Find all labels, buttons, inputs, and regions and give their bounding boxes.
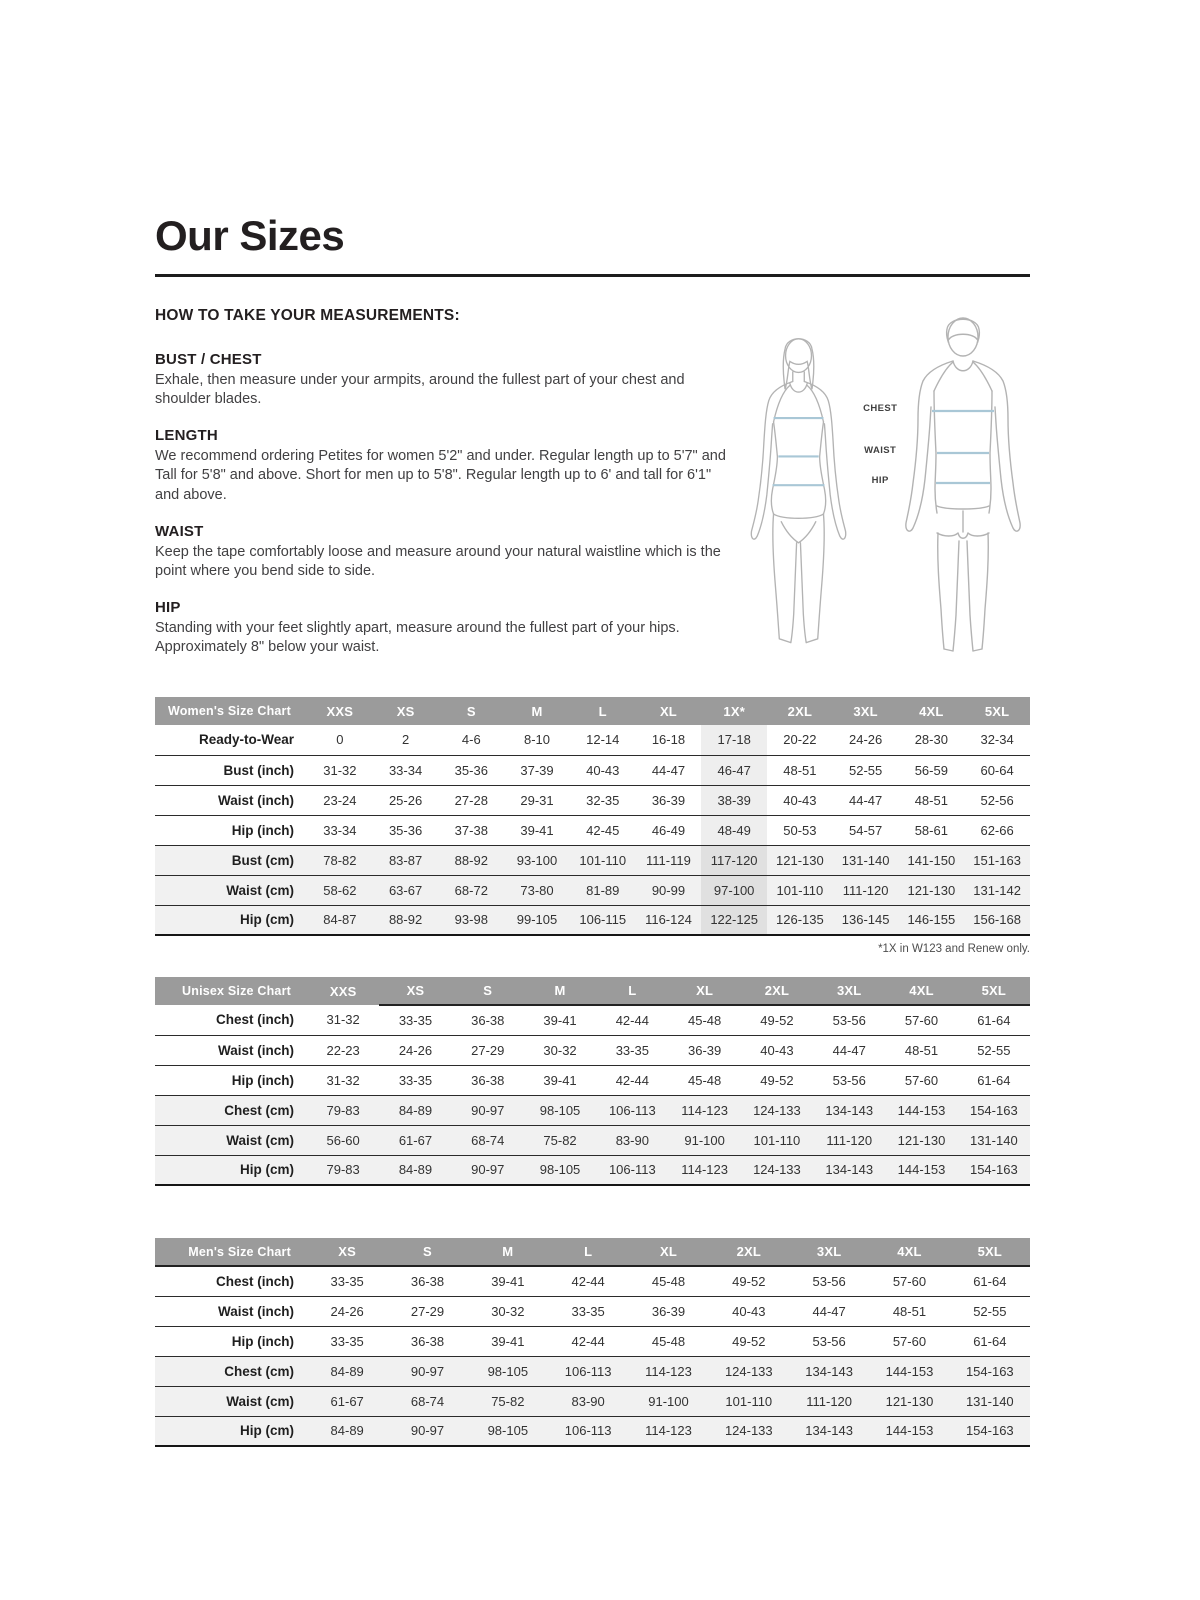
size-cell: 44-47: [848, 792, 883, 808]
intro-section: [155, 307, 1030, 675]
size-cell: 42-44: [615, 1012, 649, 1028]
column-header-m: M: [504, 697, 570, 725]
size-cell: 46-49: [651, 822, 686, 838]
size-cell: 84-89: [398, 1102, 433, 1118]
section-title: LENGTH: [155, 427, 218, 445]
column-header-xl: XL: [636, 697, 702, 725]
size-cell: 57-60: [904, 1012, 939, 1028]
section-length: [155, 427, 733, 504]
row-label: Ready-to-Wear: [198, 732, 294, 748]
size-cell: 106-113: [564, 1363, 612, 1379]
size-cell: 23-24: [323, 792, 357, 808]
size-cell: 45-48: [651, 1333, 686, 1349]
size-cell: 79-83: [326, 1162, 360, 1178]
size-cell: 98-105: [487, 1363, 529, 1379]
row-label: Hip (inch): [231, 1072, 294, 1088]
size-cell: 111-120: [826, 1132, 873, 1148]
column-header-xs: XS: [307, 1238, 387, 1266]
table-row: [155, 1356, 1030, 1386]
measurement-figures: [733, 309, 1030, 661]
womens-size-chart: [155, 697, 1030, 936]
section-body: Standing with your feet slightly apart, measure around the fullest part of your hips. Approximately 8" below your waist.: [155, 619, 680, 655]
female-figure: [739, 323, 859, 658]
table-row: [155, 905, 1030, 935]
size-cell: 75-82: [491, 1393, 525, 1409]
size-cell: 56-60: [326, 1132, 360, 1148]
male-figure: [896, 311, 1030, 657]
size-cell: 134-143: [825, 1102, 874, 1118]
measurement-instructions: [155, 307, 733, 675]
size-cell: 53-56: [832, 1072, 866, 1088]
size-cell: 36-39: [651, 1303, 686, 1319]
section-title: BUST / CHEST: [155, 351, 262, 368]
size-cell: 106-113: [608, 1162, 656, 1178]
size-cell: 62-66: [980, 822, 1014, 838]
column-header-4xl: 4XL: [885, 977, 957, 1005]
size-cell: 32-34: [980, 732, 1014, 748]
size-cell: 40-43: [586, 762, 620, 778]
size-cell: 93-100: [516, 852, 558, 868]
row-label: Waist (inch): [218, 1042, 294, 1058]
section-body: Exhale, then measure under your armpits, around the fullest part of your chest and shoulder blades.: [155, 372, 685, 408]
table-title: Women's Size Chart: [155, 697, 307, 725]
size-cell: 88-92: [454, 852, 488, 868]
section-hip: [155, 599, 733, 657]
table-row: [155, 815, 1030, 845]
size-cell: 75-82: [543, 1132, 577, 1148]
size-cell: 61-67: [330, 1393, 364, 1409]
hip-label: HIP: [871, 475, 889, 486]
size-cell: 27-28: [454, 792, 488, 808]
size-cell: 93-98: [454, 912, 488, 928]
size-cell: 111-119: [646, 852, 691, 868]
size-cell: 33-35: [615, 1042, 649, 1058]
size-cell: 134-143: [825, 1162, 874, 1178]
size-cell: 53-56: [812, 1333, 846, 1349]
column-header-5xl: 5XL: [950, 1238, 1030, 1266]
size-cell: 46-47: [701, 755, 767, 785]
row-label: Hip (cm): [240, 1162, 294, 1178]
size-cell: 33-35: [571, 1303, 605, 1319]
size-cell: 39-41: [520, 822, 554, 838]
size-cell: 154-163: [965, 1423, 1014, 1439]
size-cell: 36-38: [471, 1072, 505, 1088]
size-cell: 37-39: [520, 762, 554, 778]
column-header-5xl: 5XL: [958, 977, 1030, 1005]
size-cell: 98-105: [539, 1102, 581, 1118]
size-cell: 81-89: [586, 882, 620, 898]
table-row: [155, 845, 1030, 875]
size-cell: 2: [401, 732, 410, 748]
section-bust-chest: [155, 351, 733, 409]
size-cell: 141-150: [907, 852, 956, 868]
size-cell: 99-105: [516, 912, 558, 928]
table-title: Men's Size Chart: [155, 1238, 307, 1266]
column-header-2xl: 2XL: [767, 697, 833, 725]
size-cell: 0: [336, 732, 344, 748]
size-cell: 98-105: [539, 1162, 581, 1178]
size-cell: 39-41: [491, 1273, 525, 1289]
size-cell: 29-31: [520, 792, 554, 808]
column-header-s: S: [438, 697, 504, 725]
table-row: [155, 1065, 1030, 1095]
size-cell: 57-60: [892, 1273, 927, 1289]
column-header-3xl: 3XL: [813, 977, 885, 1005]
size-cell: 40-43: [783, 792, 817, 808]
size-cell: 154-163: [969, 1102, 1018, 1118]
size-cell: 45-48: [651, 1273, 686, 1289]
column-header-m: M: [468, 1238, 548, 1266]
page-title: Our Sizes: [155, 212, 1030, 277]
size-cell: 68-72: [454, 882, 488, 898]
size-cell: 101-110: [776, 882, 824, 898]
column-header-3xl: 3XL: [833, 697, 899, 725]
column-header-2xl: 2XL: [741, 977, 813, 1005]
table-row: [155, 1326, 1030, 1356]
size-cell: 25-26: [388, 792, 423, 808]
size-cell: 36-38: [410, 1333, 445, 1349]
size-cell: 42-44: [571, 1273, 605, 1289]
size-cell: 114-123: [645, 1363, 692, 1379]
row-label: Chest (cm): [224, 1363, 294, 1379]
size-cell: 52-56: [980, 792, 1014, 808]
size-cell: 27-29: [471, 1042, 505, 1058]
size-cell: 61-64: [973, 1333, 1007, 1349]
size-cell: 134-143: [805, 1423, 853, 1439]
column-header-5xl: 5XL: [964, 697, 1030, 725]
column-header-l: L: [570, 697, 636, 725]
size-cell: 68-74: [471, 1132, 505, 1148]
size-cell: 33-34: [323, 822, 357, 838]
column-header-xs: XS: [373, 697, 439, 725]
size-cell: 56-59: [914, 762, 948, 778]
size-cell: 101-110: [579, 852, 627, 868]
size-cell: 57-60: [904, 1072, 939, 1088]
size-cell: 49-52: [760, 1072, 794, 1088]
size-cell: 33-35: [398, 1072, 433, 1088]
size-cell: 38-39: [701, 785, 767, 815]
size-cell: 63-67: [388, 882, 423, 898]
size-cell: 114-123: [645, 1423, 692, 1439]
size-cell: 31-32: [323, 762, 357, 778]
column-header-m: M: [524, 977, 596, 1005]
size-cell: 30-32: [543, 1042, 577, 1058]
size-cell: 8-10: [524, 732, 551, 748]
table-row: [155, 785, 1030, 815]
size-cell: 98-105: [487, 1423, 529, 1439]
column-header-s: S: [452, 977, 524, 1005]
table-row: [155, 1155, 1030, 1185]
waist-label: WAIST: [864, 445, 897, 456]
size-cell: 90-97: [471, 1102, 505, 1118]
row-label: Waist (inch): [218, 1303, 294, 1319]
size-cell: 90-97: [410, 1363, 445, 1379]
column-header-4xl: 4XL: [869, 1238, 949, 1266]
row-label: Chest (inch): [215, 1012, 294, 1028]
size-cell: 122-125: [701, 905, 767, 935]
size-cell: 124-133: [753, 1162, 801, 1178]
size-cell: 33-35: [330, 1333, 364, 1349]
column-header-xs: XS: [379, 977, 451, 1005]
size-cell: 91-100: [684, 1132, 725, 1148]
size-cell: 49-52: [732, 1273, 766, 1289]
size-cell: 57-60: [892, 1333, 927, 1349]
size-cell: 44-47: [651, 762, 686, 778]
column-header-l: L: [596, 977, 668, 1005]
size-cell: 22-23: [326, 1042, 360, 1058]
size-cell: 48-49: [701, 815, 767, 845]
column-header-s: S: [387, 1238, 467, 1266]
size-cell: 53-56: [812, 1273, 846, 1289]
table-row: [155, 1386, 1030, 1416]
row-label: Hip (inch): [231, 822, 294, 838]
section-title: WAIST: [155, 522, 204, 540]
size-cell: 52-55: [848, 762, 883, 778]
size-cell: 20-22: [783, 732, 817, 748]
size-cell: 144-153: [897, 1162, 946, 1178]
size-cell: 151-163: [973, 852, 1021, 868]
size-cell: 39-41: [491, 1333, 525, 1349]
table-row: [155, 875, 1030, 905]
size-cell: 42-44: [615, 1072, 649, 1088]
size-cell: 4-6: [461, 732, 481, 748]
size-cell: 54-57: [848, 822, 883, 838]
size-cell: 32-35: [586, 792, 620, 808]
size-cell: 50-53: [783, 822, 817, 838]
size-cell: 61-64: [973, 1273, 1007, 1289]
size-cell: 117-120: [701, 845, 767, 875]
chest-label: CHEST: [863, 403, 898, 414]
size-cell: 27-29: [410, 1303, 445, 1319]
size-cell: 36-39: [688, 1042, 722, 1058]
size-cell: 124-133: [724, 1423, 773, 1439]
size-cell: 144-153: [897, 1102, 946, 1118]
size-cell: 121-130: [776, 852, 824, 868]
size-cell: 83-90: [615, 1132, 649, 1148]
size-cell: 24-26: [398, 1042, 433, 1058]
size-cell: 90-97: [471, 1162, 505, 1178]
column-header-l: L: [548, 1238, 628, 1266]
section-title: HIP: [155, 598, 181, 616]
size-cell: 52-55: [973, 1303, 1007, 1319]
size-cell: 40-43: [732, 1303, 766, 1319]
size-cell: 154-163: [969, 1162, 1018, 1178]
size-cell: 36-39: [651, 792, 686, 808]
row-label: Bust (cm): [231, 852, 294, 868]
size-cell: 39-41: [543, 1072, 577, 1088]
row-label: Chest (cm): [224, 1102, 294, 1118]
size-cell: 48-51: [904, 1042, 939, 1058]
size-cell: 16-18: [651, 732, 686, 748]
womens-chart-footnote: *1X in W123 and Renew only.: [878, 943, 1030, 956]
size-cell: 24-26: [848, 732, 883, 748]
size-cell: 61-64: [977, 1072, 1011, 1088]
size-cell: 40-43: [760, 1042, 794, 1058]
size-cell: 83-90: [571, 1393, 605, 1409]
size-cell: 131-140: [969, 1132, 1018, 1148]
table-row: [155, 1266, 1030, 1296]
column-header-2xl: 2XL: [709, 1238, 789, 1266]
size-cell: 106-115: [579, 912, 627, 928]
size-cell: 114-123: [681, 1162, 728, 1178]
size-cell: 60-64: [980, 762, 1014, 778]
size-cell: 136-145: [841, 912, 890, 928]
size-cell: 73-80: [520, 882, 554, 898]
row-label: Chest (inch): [215, 1273, 294, 1289]
size-cell: 44-47: [812, 1303, 846, 1319]
size-cell: 58-61: [914, 822, 948, 838]
column-header-xxs: XXS: [307, 697, 373, 725]
size-cell: 33-34: [388, 762, 423, 778]
size-cell: 121-130: [907, 882, 956, 898]
column-header-4xl: 4XL: [898, 697, 964, 725]
size-cell: 17-18: [701, 725, 767, 755]
size-cell: 146-155: [907, 912, 956, 928]
table-row: [155, 755, 1030, 785]
row-label: Hip (cm): [240, 1423, 294, 1439]
size-cell: 30-32: [491, 1303, 525, 1319]
size-cell: 33-35: [398, 1012, 433, 1028]
section-body: We recommend ordering Petites for women 5'2" and under. Regular length up to 5'7" and Tall for 5'8" and above. Short for men up to 5'8". Regular length up to 6' and tall for 6'1" and above.: [155, 448, 726, 503]
row-label: Hip (cm): [240, 912, 294, 928]
size-cell: 154-163: [965, 1363, 1014, 1379]
size-cell: 79-83: [326, 1102, 360, 1118]
size-cell: 61-64: [977, 1012, 1011, 1028]
size-cell: 84-89: [330, 1363, 364, 1379]
size-cell: 90-97: [410, 1423, 445, 1439]
mens-size-chart: [155, 1238, 1030, 1447]
size-cell: 84-89: [398, 1162, 433, 1178]
section-waist: [155, 523, 733, 581]
size-cell: 36-38: [410, 1273, 445, 1289]
size-cell: 124-133: [753, 1102, 801, 1118]
size-cell: 48-51: [783, 762, 817, 778]
size-cell: 84-89: [330, 1423, 364, 1439]
size-cell: 121-130: [897, 1132, 946, 1148]
table-row: [155, 1296, 1030, 1326]
size-cell: 48-51: [914, 792, 948, 808]
size-cell: 144-153: [885, 1363, 934, 1379]
size-cell: 35-36: [454, 762, 488, 778]
size-cell: 131-140: [841, 852, 890, 868]
size-cell: 44-47: [832, 1042, 866, 1058]
column-header-3xl: 3XL: [789, 1238, 869, 1266]
table-row: [155, 1416, 1030, 1446]
column-header-xl: XL: [668, 977, 740, 1005]
column-header-xl: XL: [628, 1238, 708, 1266]
size-cell: 111-120: [842, 882, 889, 898]
size-cell: 106-113: [564, 1423, 612, 1439]
size-cell: 31-32: [326, 1012, 360, 1028]
size-cell: 45-48: [688, 1012, 722, 1028]
size-cell: 84-87: [323, 912, 357, 928]
table-row: [155, 725, 1030, 755]
size-cell: 83-87: [388, 852, 423, 868]
size-cell: 37-38: [454, 822, 488, 838]
size-cell: 31-32: [326, 1072, 360, 1088]
size-cell: 88-92: [388, 912, 423, 928]
size-cell: 12-14: [586, 732, 620, 748]
size-cell: 49-52: [760, 1012, 794, 1028]
size-cell: 106-113: [608, 1102, 656, 1118]
size-cell: 45-48: [688, 1072, 722, 1088]
size-cell: 156-168: [973, 912, 1021, 928]
size-cell: 48-51: [892, 1303, 927, 1319]
size-cell: 53-56: [832, 1012, 866, 1028]
table-title: Unisex Size Chart: [155, 977, 307, 1005]
size-cell: 124-133: [724, 1363, 773, 1379]
size-cell: 36-38: [471, 1012, 505, 1028]
size-cell: 61-67: [398, 1132, 433, 1148]
size-cell: 131-140: [965, 1393, 1014, 1409]
size-cell: 33-35: [330, 1273, 364, 1289]
size-cell: 58-62: [323, 882, 357, 898]
size-cell: 101-110: [725, 1393, 773, 1409]
size-cell: 101-110: [753, 1132, 801, 1148]
column-header-1x: 1X*: [701, 697, 767, 725]
size-cell: 144-153: [885, 1423, 934, 1439]
size-cell: 78-82: [323, 852, 357, 868]
size-cell: 35-36: [388, 822, 423, 838]
size-guide-page: [155, 0, 1030, 1447]
size-cell: 24-26: [330, 1303, 364, 1319]
size-cell: 116-124: [645, 912, 692, 928]
row-label: Waist (cm): [226, 1393, 294, 1409]
size-cell: 90-99: [651, 882, 686, 898]
row-label: Waist (inch): [218, 792, 294, 808]
table-row: [155, 1005, 1030, 1035]
row-label: Hip (inch): [231, 1333, 294, 1349]
size-cell: 91-100: [648, 1393, 689, 1409]
unisex-size-chart: [155, 977, 1030, 1186]
row-label: Waist (cm): [226, 1132, 294, 1148]
size-cell: 42-44: [571, 1333, 605, 1349]
column-header-xxs: XXS: [307, 977, 379, 1005]
size-cell: 68-74: [410, 1393, 445, 1409]
table-row: [155, 1125, 1030, 1155]
size-cell: 49-52: [732, 1333, 766, 1349]
size-cell: 114-123: [681, 1102, 728, 1118]
size-cell: 52-55: [977, 1042, 1011, 1058]
size-cell: 97-100: [701, 875, 767, 905]
table-row: [155, 1035, 1030, 1065]
size-cell: 39-41: [543, 1012, 577, 1028]
row-label: Bust (inch): [223, 762, 294, 778]
section-body: Keep the tape comfortably loose and measure around your natural waistline which is the point where you bend side to side.: [155, 543, 721, 579]
instructions-heading: HOW TO TAKE YOUR MEASUREMENTS:: [155, 307, 460, 324]
size-cell: 126-135: [776, 912, 824, 928]
size-cell: 28-30: [914, 732, 948, 748]
row-label: Waist (cm): [226, 882, 294, 898]
size-cell: 134-143: [805, 1363, 853, 1379]
size-cell: 121-130: [885, 1393, 934, 1409]
table-row: [155, 1095, 1030, 1125]
size-cell: 131-142: [973, 882, 1021, 898]
size-cell: 111-120: [806, 1393, 853, 1409]
size-cell: 42-45: [586, 822, 620, 838]
